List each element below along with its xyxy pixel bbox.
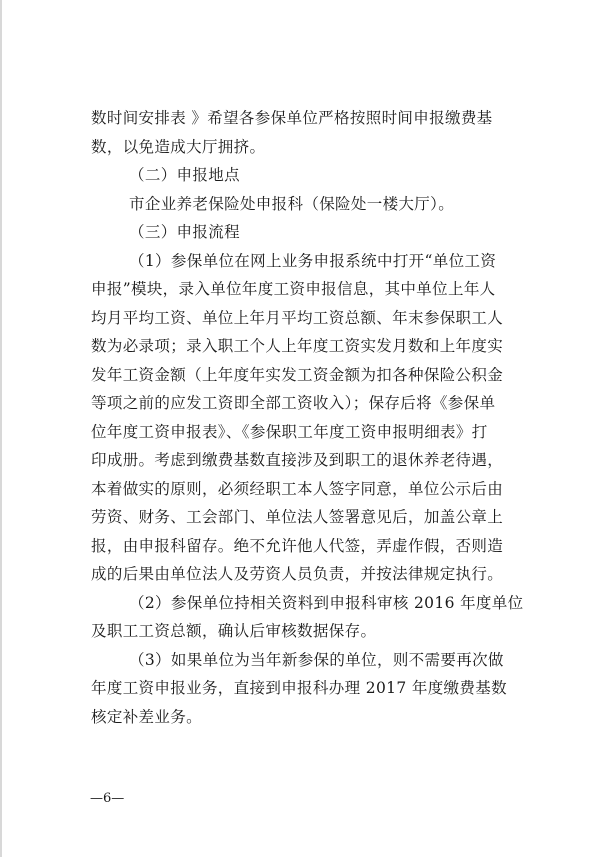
paragraph-line: 报，由申报科留存。绝不允许他人代签，弄虚作假，否则造 <box>91 536 504 555</box>
section-heading-location: （二）申报地点 <box>129 166 240 184</box>
paragraph-line: 印成册。考虑到缴费基数直接涉及到职工的退休养老待遇， <box>91 451 504 469</box>
paragraph-line: 均月平均工资、单位上年月平均工资总额、年末参保职工人 <box>91 308 504 327</box>
paragraph-line: 数时间安排表 》希望各参保单位严格按照时间申报缴费基 <box>91 109 493 127</box>
paragraph-line: 核定补差业务。 <box>91 707 202 726</box>
document-body <box>91 104 524 731</box>
paragraph-line: （2）参保单位持相关资料到申报科审核 2016 年度单位 <box>129 593 524 612</box>
paragraph-line: 数，以免造成大厅拥挤。 <box>91 137 266 156</box>
paragraph-line: 成的后果由单位法人及劳资人员负责，并按法律规定执行。 <box>91 565 504 583</box>
paragraph-line: 数为必录项；录入职工个人上年度工资实发月数和上年度实 <box>91 337 504 355</box>
paragraph-line: 及职工工资总额，确认后审核数据保存。 <box>91 622 377 640</box>
paragraph-line: 等项之前的应发工资即全部工资收入）；保存后将《参保单 <box>91 394 496 412</box>
paragraph-line: 申报”模块，录入单位年度工资申报信息，其中单位上年人 <box>91 280 496 298</box>
paragraph-line: 年度工资申报业务，直接到申报科办理 2017 年度缴费基数 <box>91 679 507 697</box>
paragraph-line: 本着做实的原则，必须经职工本人签字同意，单位公示后由 <box>91 479 504 498</box>
paragraph-line: （1）参保单位在网上业务申报系统中打开“单位工资 <box>129 251 497 270</box>
paragraph-line: 位年度工资申报表》、《参保职工年度工资申报明细表》打 <box>91 422 488 441</box>
page-edge <box>0 0 2 857</box>
paragraph-line: 发年工资金额（上年度年实发工资金额为扣各种保险公积金 <box>91 365 504 384</box>
page-number: —6— <box>90 791 125 806</box>
paragraph-line: 劳资、财务、工会部门、单位法人签署意见后，加盖公章上 <box>91 508 504 526</box>
section-heading-process: （三）申报流程 <box>129 223 240 241</box>
paragraph-line: 市企业养老保险处申报科（保险处一楼大厅）。 <box>129 194 455 213</box>
paragraph-line: （3）如果单位为当年新参保的单位，则不需要再次做 <box>129 650 504 669</box>
